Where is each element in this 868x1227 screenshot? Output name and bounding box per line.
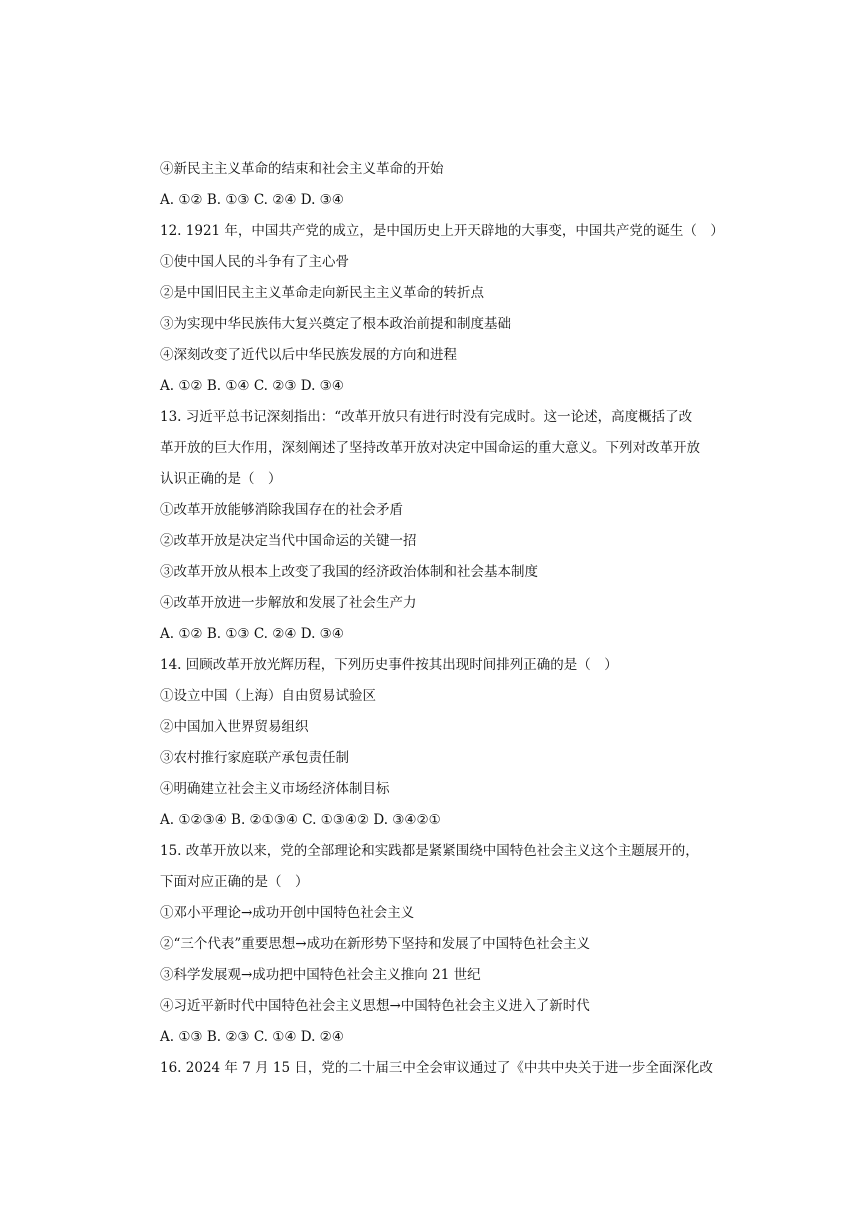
q16-stem-line-1: 16. 2024 年 7 月 15 日，党的二十届三中全会审议通过了《中共中央关于进一步全面深化改	[160, 1060, 713, 1076]
q13-option-3: ③改革开放从根本上改变了我国的经济政治体制和社会基本制度	[160, 564, 538, 580]
document-body	[160, 158, 724, 1088]
q12-option-1: ①使中国人民的斗争有了主心骨	[160, 254, 349, 270]
q15-option-2: ②“三个代表”重要思想→成功在新形势下坚持和发展了中国特色社会主义	[160, 936, 591, 952]
q13-option-2: ②改革开放是决定当代中国命运的关键一招	[160, 533, 417, 549]
q14-option-3: ③农村推行家庭联产承包责任制	[160, 750, 349, 766]
q14-answer-choices: A. ①②③④ B. ②①③④ C. ①③④② D. ③④②①	[160, 812, 441, 828]
q13-option-1: ①改革开放能够消除我国存在的社会矛盾	[160, 502, 403, 518]
q12-option-2: ②是中国旧民主主义革命走向新民主主义革命的转折点	[160, 285, 484, 301]
q13-stem-line-1: 13. 习近平总书记深刻指出：“改革开放只有进行时没有完成时。这一论述，高度概括了改	[160, 409, 693, 425]
q12-option-4: ④深刻改变了近代以后中华民族发展的方向和进程	[160, 347, 457, 363]
q13-stem-line-2: 革开放的巨大作用，深刻阐述了坚持改革开放对决定中国命运的重大意义。下列对改革开放	[160, 440, 700, 456]
q15-option-1: ①邓小平理论→成功开创中国特色社会主义	[160, 905, 415, 921]
q12-answer-choices: A. ①② B. ①④ C. ②③ D. ③④	[160, 378, 344, 394]
q14-option-2: ②中国加入世界贸易组织	[160, 719, 309, 735]
q15-stem-line-2: 下面对应正确的是（ ）	[160, 874, 309, 890]
q13-stem-line-3: 认识正确的是（ ）	[160, 471, 282, 487]
q15-stem-line-1: 15. 改革开放以来，党的全部理论和实践都是紧紧围绕中国特色社会主义这个主题展开的，	[160, 843, 699, 859]
q14-option-4: ④明确建立社会主义市场经济体制目标	[160, 781, 390, 797]
q15-option-4: ④习近平新时代中国特色社会主义思想→中国特色社会主义进入了新时代	[160, 998, 590, 1014]
q15-option-3: ③科学发展观→成功把中国特色社会主义推向 21 世纪	[160, 967, 481, 983]
q12-option-3: ③为实现中华民族伟大复兴奠定了根本政治前提和制度基础	[160, 316, 511, 332]
q14-option-1: ①设立中国（上海）自由贸易试验区	[160, 688, 376, 704]
q13-answer-choices: A. ①② B. ①③ C. ②④ D. ③④	[160, 626, 344, 642]
q14-stem: 14. 回顾改革开放光辉历程，下列历史事件按其出现时间排列正确的是（ ）	[160, 657, 618, 673]
q15-answer-choices: A. ①③ B. ②③ C. ①④ D. ②④	[160, 1029, 344, 1045]
q13-option-4: ④改革开放进一步解放和发展了社会生产力	[160, 595, 417, 611]
q11-answer-choices: A. ①② B. ①③ C. ②④ D. ③④	[160, 192, 344, 208]
q12-stem: 12. 1921 年，中国共产党的成立，是中国历史上开天辟地的大事变，中国共产党的诞生（ ）	[160, 223, 724, 239]
q11-option-4: ④新民主主义革命的结束和社会主义革命的开始	[160, 161, 444, 177]
